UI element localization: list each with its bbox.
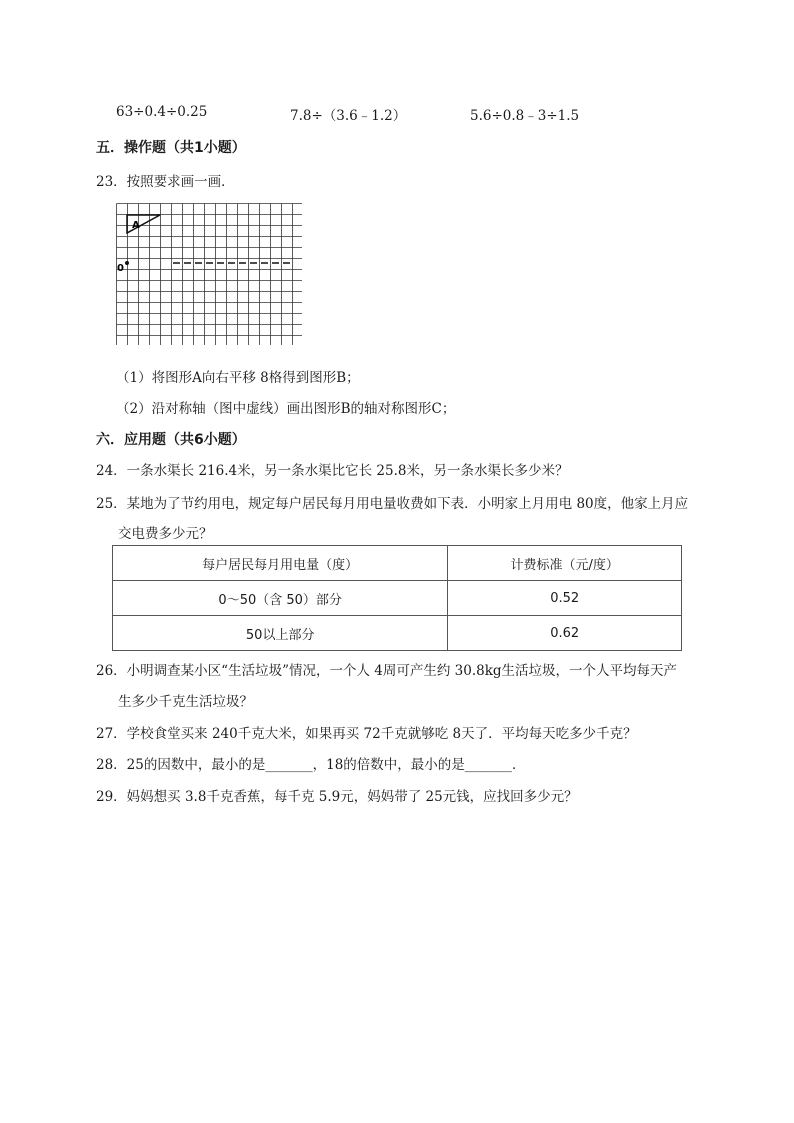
question-27: 27．学校食堂买来 240千克大米，如果再买 72千克就够吃 8天了．平均每天吃多少千克？ <box>96 726 637 742</box>
question-28: 28．25的因数中，最小的是_______，18的倍数中，最小的是_______． <box>96 757 526 773</box>
table-cell: 0～50（含 50）部分 <box>113 581 448 616</box>
table-cell: 50以上部分 <box>113 616 448 651</box>
electricity-fee-table <box>112 545 682 651</box>
question-24: 24．一条水渠长 216.4米，另一条水渠比它长 25.8米，另一条水渠长多少米？ <box>96 463 569 479</box>
calc-expression-1: 63÷0.4÷0.25 <box>116 104 208 120</box>
grid-figure <box>116 203 302 349</box>
table-cell: 0.62 <box>448 616 682 651</box>
question-25-line-1: 25．某地为了节约用电，规定每户居民每月用电量收费如下表．小明家上月用电 80度，他家上月应 <box>96 496 689 512</box>
table-cell: 0.52 <box>448 581 682 616</box>
question-23-part-1: （1）将图形A向右平移 8格得到图形B； <box>116 370 360 386</box>
grid-lines <box>117 204 303 346</box>
table-header-cell: 每户居民每月用电量（度） <box>113 546 448 581</box>
question-29: 29．妈妈想买 3.8千克香蕉，每千克 5.9元，妈妈带了 25元钱，应找回多少元？ <box>96 789 578 805</box>
table-header-row <box>113 546 682 581</box>
section-6-title: 六．应用题（共6小题） <box>96 432 246 448</box>
calc-expression-2: 7.8÷（3.6﹣1.2） <box>290 108 407 124</box>
question-26-line-2: 生多少千克生活垃圾？ <box>118 694 253 710</box>
shape-a-label: A <box>132 220 140 231</box>
question-25-line-2: 交电费多少元？ <box>118 526 213 542</box>
section-5-title: 五．操作题（共1小题） <box>96 140 246 156</box>
question-26-line-1: 26．小明调查某小区“生活垃圾”情况，一个人 4周可产生约 30.8kg生活垃圾，一个人平均每天产 <box>96 663 678 679</box>
grid-svg <box>116 203 302 345</box>
question-23: 23．按照要求画一画． <box>96 174 235 190</box>
table-row <box>113 616 682 651</box>
calc-expression-3: 5.6÷0.8﹣3÷1.5 <box>470 108 580 124</box>
question-23-part-2: （2）沿对称轴（图中虚线）画出图形B的轴对称图形C； <box>116 401 456 417</box>
origin-point <box>125 261 129 265</box>
origin-label: 0 <box>117 263 124 274</box>
table-header-cell: 计费标准（元/度） <box>448 546 682 581</box>
table-row <box>113 581 682 616</box>
